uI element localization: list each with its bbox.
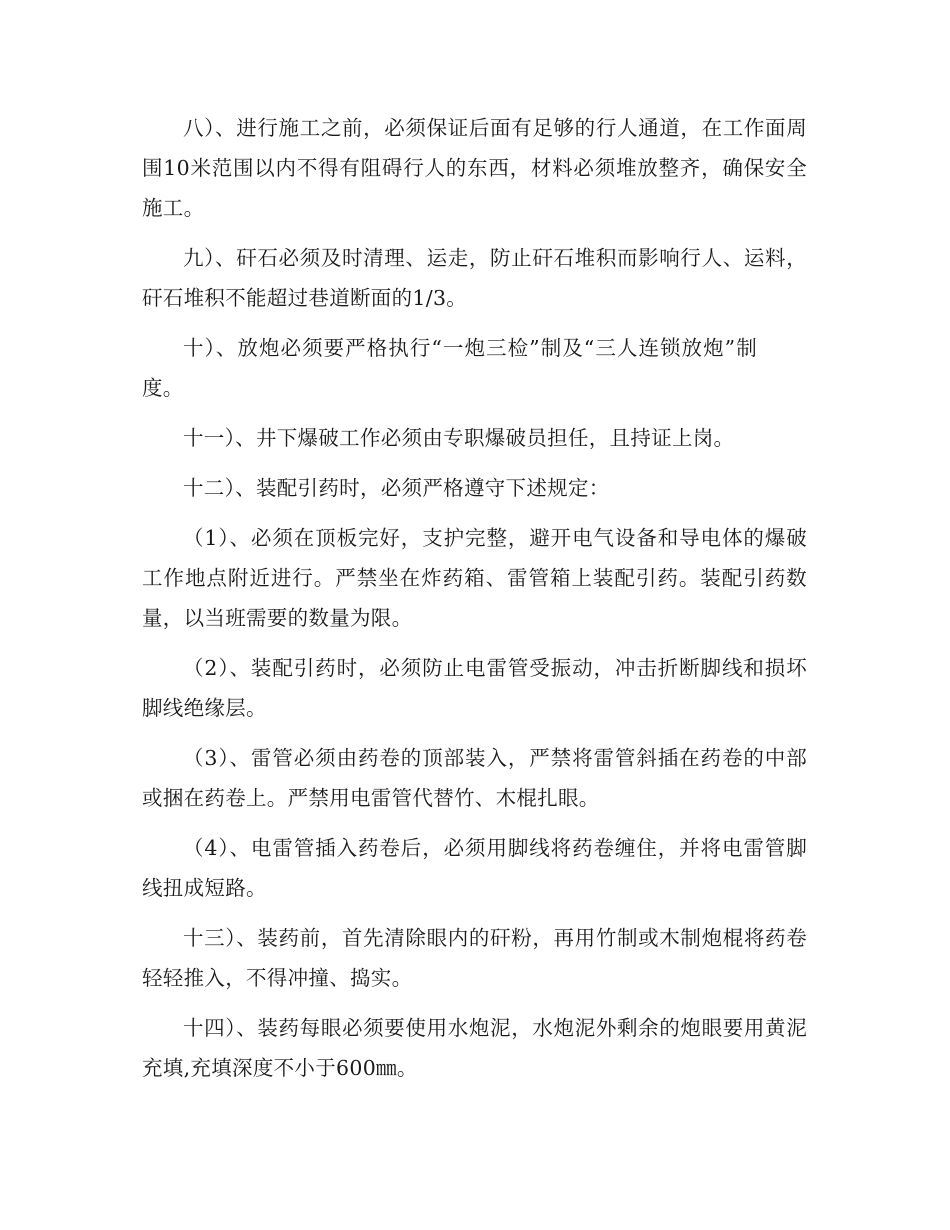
paragraph-9: 九）、矸石必须及时清理、运走，防止矸石堆积而影响行人、运料，矸石堆积不能超过巷道断面的1/3。 (142, 246, 807, 310)
paragraph-14: 十四）、装药每眼必须要使用水炮泥，水炮泥外剩余的炮眼要用黄泥充填,充填深度不小于600㎜。 (142, 1016, 807, 1080)
paragraph-13: 十三）、装药前，首先清除眼内的矸粉，再用竹制或木制炮棍将药卷轻轻推入，不得冲撞、捣实。 (142, 926, 807, 990)
document-body (142, 108, 807, 1098)
paragraph-10: 十）、放炮必须要严格执行“一炮三检”制及“三人连锁放炮”制度。 (142, 336, 757, 400)
paragraph-12-item-2: （2）、装配引药时，必须防止电雷管受振动，冲击折断脚线和损坏脚线绝缘层。 (142, 656, 807, 720)
paragraph-11: 十一）、井下爆破工作必须由专职爆破员担任，且持证上岗。 (183, 426, 735, 450)
paragraph-12-item-4: （4）、电雷管插入药卷后，必须用脚线将药卷缠住，并将电雷管脚线扭成短路。 (142, 836, 807, 900)
paragraph-12-item-1: （1）、必须在顶板完好，支护完整，避开电气设备和导电体的爆破工作地点附近进行。严禁坐在炸药箱、雷管箱上装配引药。装配引药数量，以当班需要的数量为限。 (142, 526, 807, 630)
paragraph-8: 八）、进行施工之前，必须保证后面有足够的行人通道，在工作面周围10米范围以内不得有阻碍行人的东西，材料必须堆放整齐，确保安全施工。 (142, 116, 807, 220)
paragraph-12: 十二）、装配引药时，必须严格遵守下述规定： (183, 476, 610, 500)
paragraph-12-item-3: （3）、雷管必须由药卷的顶部装入，严禁将雷管斜插在药卷的中部或捆在药卷上。严禁用电雷管代替竹、木棍扎眼。 (142, 746, 807, 810)
